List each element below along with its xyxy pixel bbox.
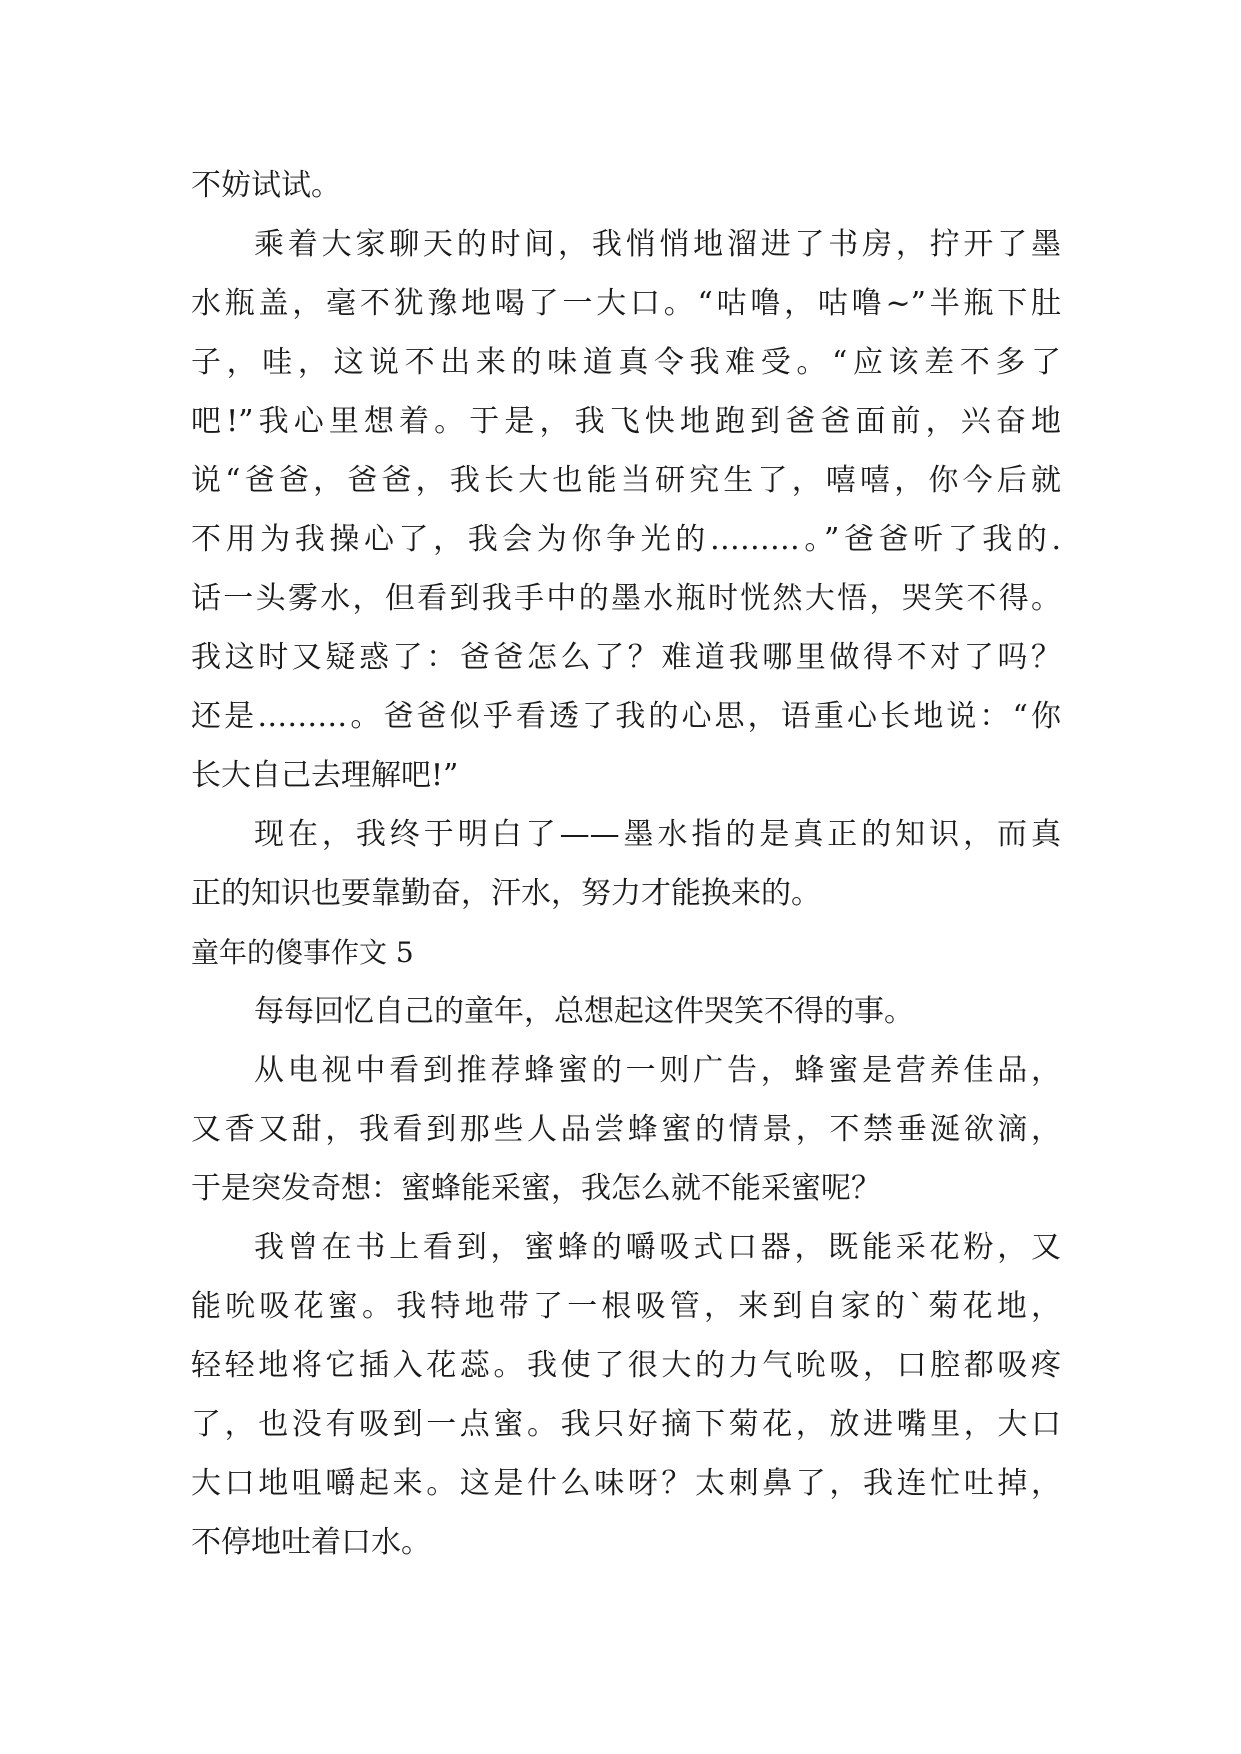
text-line: 水瓶盖，毫不犹豫地喝了一大口。“咕噜，咕噜~”半瓶下肚	[191, 286, 1061, 321]
paragraph	[191, 1041, 1061, 1218]
text-line: 又香又甜，我看到那些人品尝蜂蜜的情景，不禁垂涎欲滴，	[191, 1112, 1061, 1147]
text-line: 从电视中看到推荐蜂蜜的一则广告，蜂蜜是营养佳品，	[254, 1053, 1061, 1088]
text-line: 我这时又疑惑了：爸爸怎么了？难道我哪里做得不对了吗？	[191, 640, 1061, 675]
text-line: 吧!”我心里想着。于是，我飞快地跑到爸爸面前，兴奋地	[191, 404, 1061, 439]
text-line: 话一头雾水，但看到我手中的墨水瓶时恍然大悟，哭笑不得。	[191, 581, 1061, 616]
paragraph	[191, 805, 1061, 923]
paragraph	[191, 982, 1061, 1041]
text-line: 正的知识也要靠勤奋，汗水，努力才能换来的。	[191, 876, 821, 911]
section-heading: 童年的傻事作文 5	[191, 936, 414, 969]
text-line: 每每回忆自己的童年，总想起这件哭笑不得的事。	[254, 994, 914, 1029]
text-line: 了，也没有吸到一点蜜。我只好摘下菊花，放进嘴里，大口	[191, 1407, 1061, 1442]
text-line: 能吮吸花蜜。我特地带了一根吸管，来到自家的`菊花地，	[191, 1289, 1061, 1324]
paragraph	[191, 156, 1061, 215]
text-line: 还是………。爸爸似乎看透了我的心思，语重心长地说：“你	[191, 699, 1061, 734]
text-line: 不用为我操心了，我会为你争光的………。”爸爸听了我的.	[191, 522, 1061, 557]
document-body	[191, 156, 1061, 1572]
text-line: 长大自己去理解吧!”	[191, 758, 459, 793]
text-line: 我曾在书上看到，蜜蜂的嚼吸式口器，既能采花粉，又	[254, 1230, 1061, 1265]
text-line: 不停地吐着口水。	[191, 1525, 431, 1560]
text-line: 大口地咀嚼起来。这是什么味呀？太刺鼻了，我连忙吐掉，	[191, 1466, 1061, 1501]
text-line: 乘着大家聊天的时间，我悄悄地溜进了书房，拧开了墨	[254, 227, 1061, 262]
text-line: 子，哇，这说不出来的味道真令我难受。“应该差不多了	[191, 345, 1061, 380]
text-line: 不妨试试。	[191, 168, 341, 203]
text-line: 于是突发奇想：蜜蜂能采蜜，我怎么就不能采蜜呢？	[191, 1171, 881, 1206]
paragraph	[191, 1218, 1061, 1572]
text-line: 轻轻地将它插入花蕊。我使了很大的力气吮吸，口腔都吸疼	[191, 1348, 1061, 1383]
text-line: 现在，我终于明白了——墨水指的是真正的知识，而真	[254, 817, 1061, 852]
text-line: 说“爸爸，爸爸，我长大也能当研究生了，嘻嘻，你今后就	[191, 463, 1061, 498]
paragraph	[191, 215, 1061, 805]
